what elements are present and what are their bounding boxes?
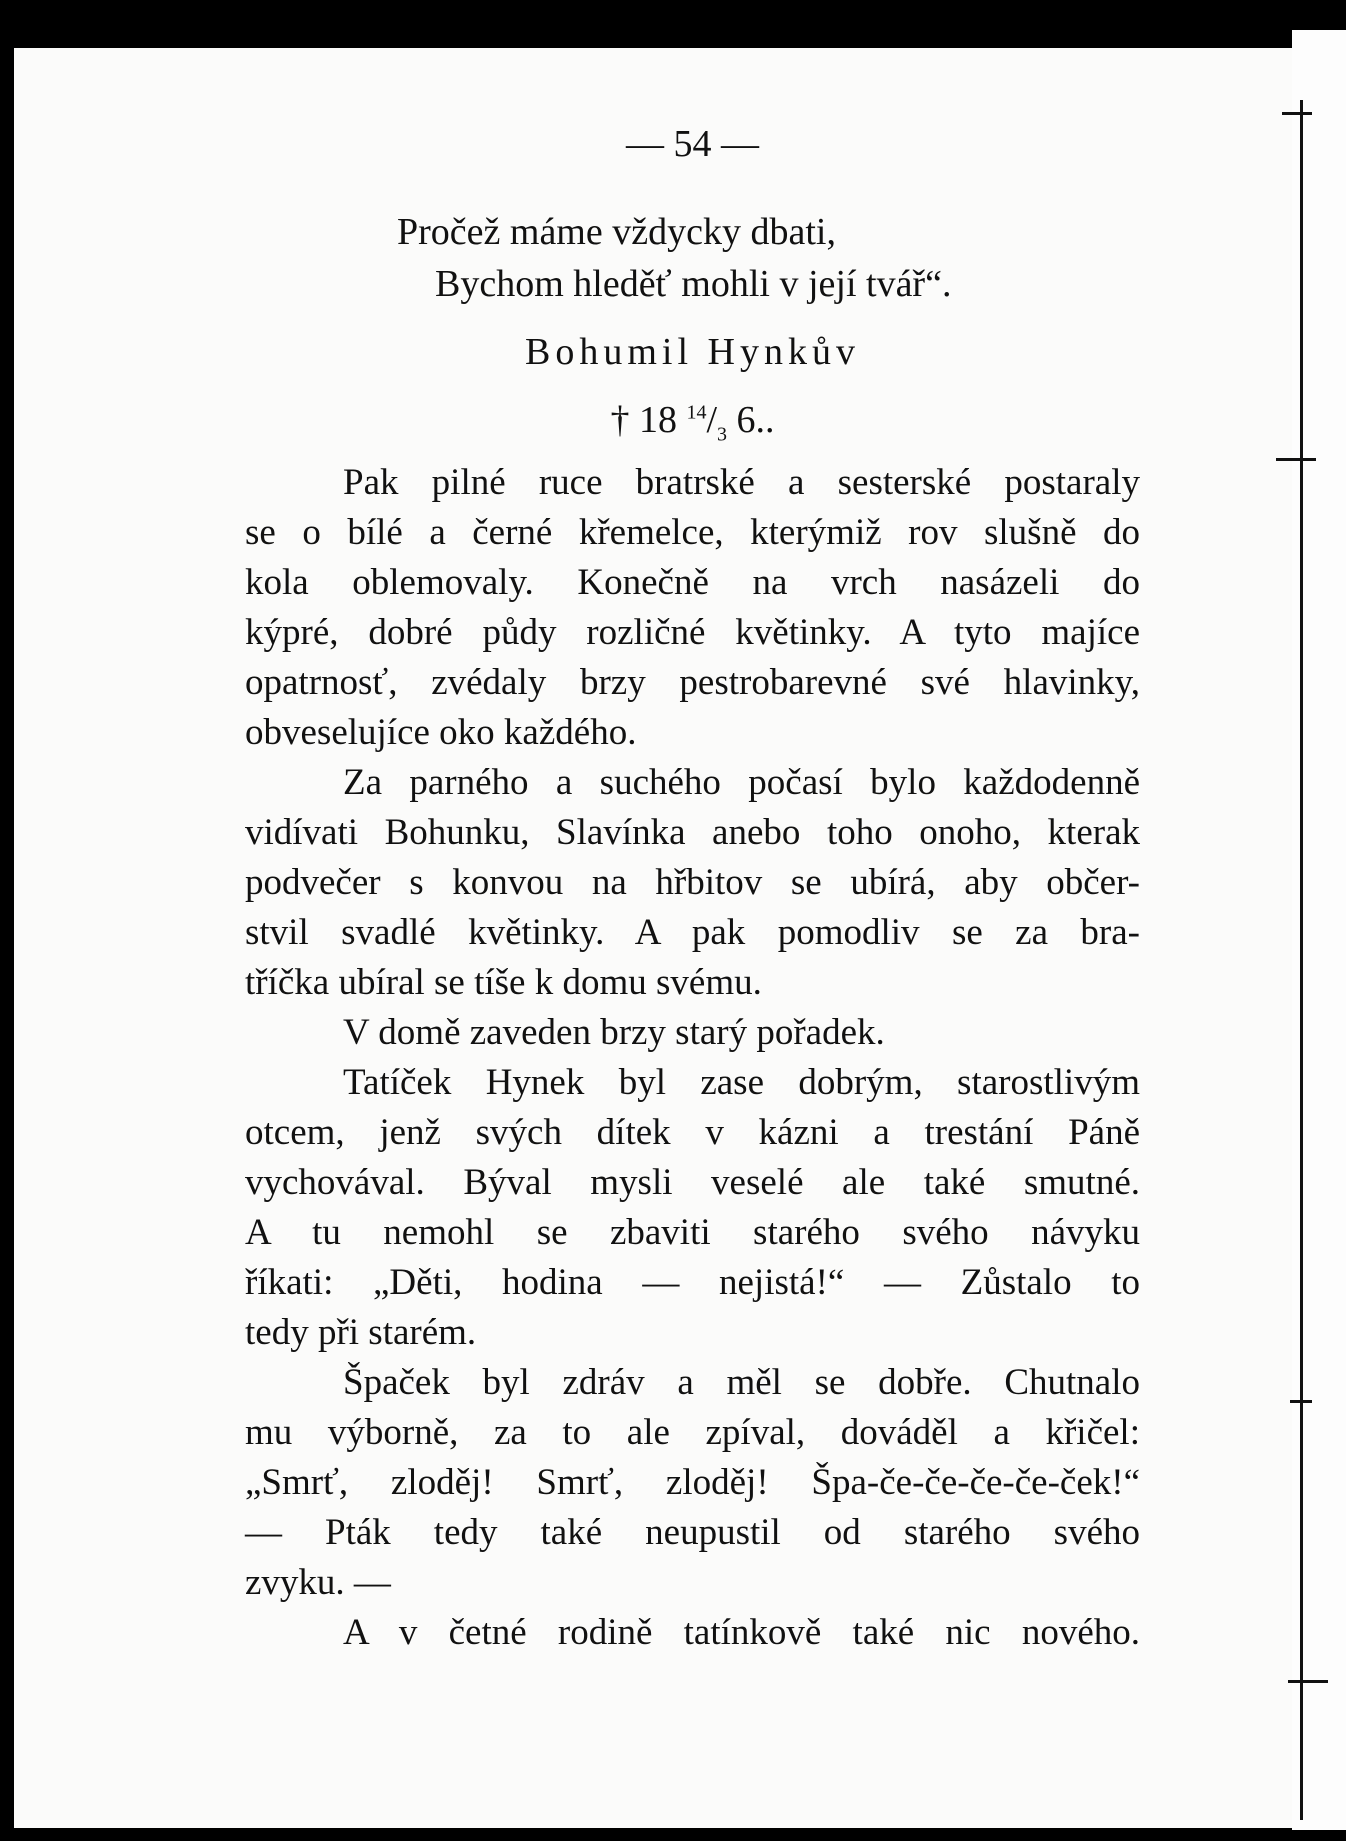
paragraph-line: Tatíček Hynek byl zase dobrým, starostlivým	[343, 1062, 1140, 1103]
edge-tick-mark	[1282, 112, 1312, 115]
paragraph-line: — Pták tedy také neupustil od starého svého	[245, 1512, 1140, 1553]
edge-tick-mark	[1290, 1400, 1312, 1403]
edge-tick-mark	[1288, 1680, 1328, 1683]
cross-symbol: †	[610, 399, 630, 441]
death-year: 18	[638, 399, 677, 441]
paragraph-line: Za parného a suchého počasí bylo každodenně	[343, 762, 1140, 803]
verse-line-1: Pročež máme vždycky dbati,	[397, 211, 836, 253]
paragraph-line: „Smrť, zloděj! Smrť, zloděj! Špa-če-če-če-če-ček!“	[245, 1462, 1140, 1503]
death-day: 14	[686, 401, 707, 424]
paragraph-line: Pak pilné ruce bratrské a sesterské postaraly	[343, 462, 1140, 503]
verse-line-2: Bychom hleděť mohli v její tvář“.	[435, 263, 952, 305]
paragraph-line: zvyku. —	[245, 1562, 391, 1603]
paragraph-line: podvečer s konvou na hřbitov se ubírá, aby občer-	[245, 862, 1140, 903]
paragraph-line: říkati: „Děti, hodina — nejistá!“ — Zůstalo to	[245, 1262, 1140, 1303]
paragraph-line: A v četné rodině tatínkově také nic nového.	[343, 1612, 1140, 1653]
author-signature: Bohumil Hynkův	[525, 331, 860, 373]
paragraph-line: obveselujíce oko každého.	[245, 712, 637, 753]
page-number: — 54 —	[626, 123, 759, 165]
paragraph-line: mu výborně, za to ale zpíval, dováděl a křičel:	[245, 1412, 1140, 1453]
date-slash: /	[706, 399, 718, 441]
paragraph-line: vidívati Bohunku, Slavínka anebo toho onoho, kterak	[245, 812, 1140, 853]
death-date	[245, 398, 1140, 447]
edge-tick-mark	[1276, 458, 1316, 461]
paragraph-line: kola oblemovaly. Konečně na vrch nasázeli do	[245, 562, 1140, 603]
death-month: 3	[717, 423, 728, 446]
paragraph-line: se o bílé a černé křemelce, kterýmiž rov slušně do	[245, 512, 1140, 553]
paragraph-line: tedy při starém.	[245, 1312, 477, 1353]
page-edge-line	[1300, 100, 1303, 1820]
death-year-suffix: 6..	[736, 399, 775, 441]
paragraph-line: vychovával. Býval mysli veselé ale také smutné.	[245, 1162, 1140, 1203]
paragraph-line: stvil svadlé květinky. A pak pomodliv se za bra-	[245, 912, 1140, 953]
paragraph-line: otcem, jenž svých dítek v kázni a trestání Páně	[245, 1112, 1140, 1153]
paragraph-line: kýpré, dobré půdy rozličné květinky. A tyto majíce	[245, 612, 1140, 653]
paragraph-line: opatrnosť, zvédaly brzy pestrobarevné své hlavinky,	[245, 662, 1140, 703]
paragraph-line: Špaček byl zdráv a měl se dobře. Chutnalo	[343, 1362, 1140, 1403]
paragraph-line: V domě zaveden brzy starý pořadek.	[343, 1012, 885, 1053]
paragraph-line: tříčka ubíral se tíše k domu svému.	[245, 962, 762, 1003]
paragraph-line: A tu nemohl se zbaviti starého svého návyku	[245, 1212, 1140, 1253]
